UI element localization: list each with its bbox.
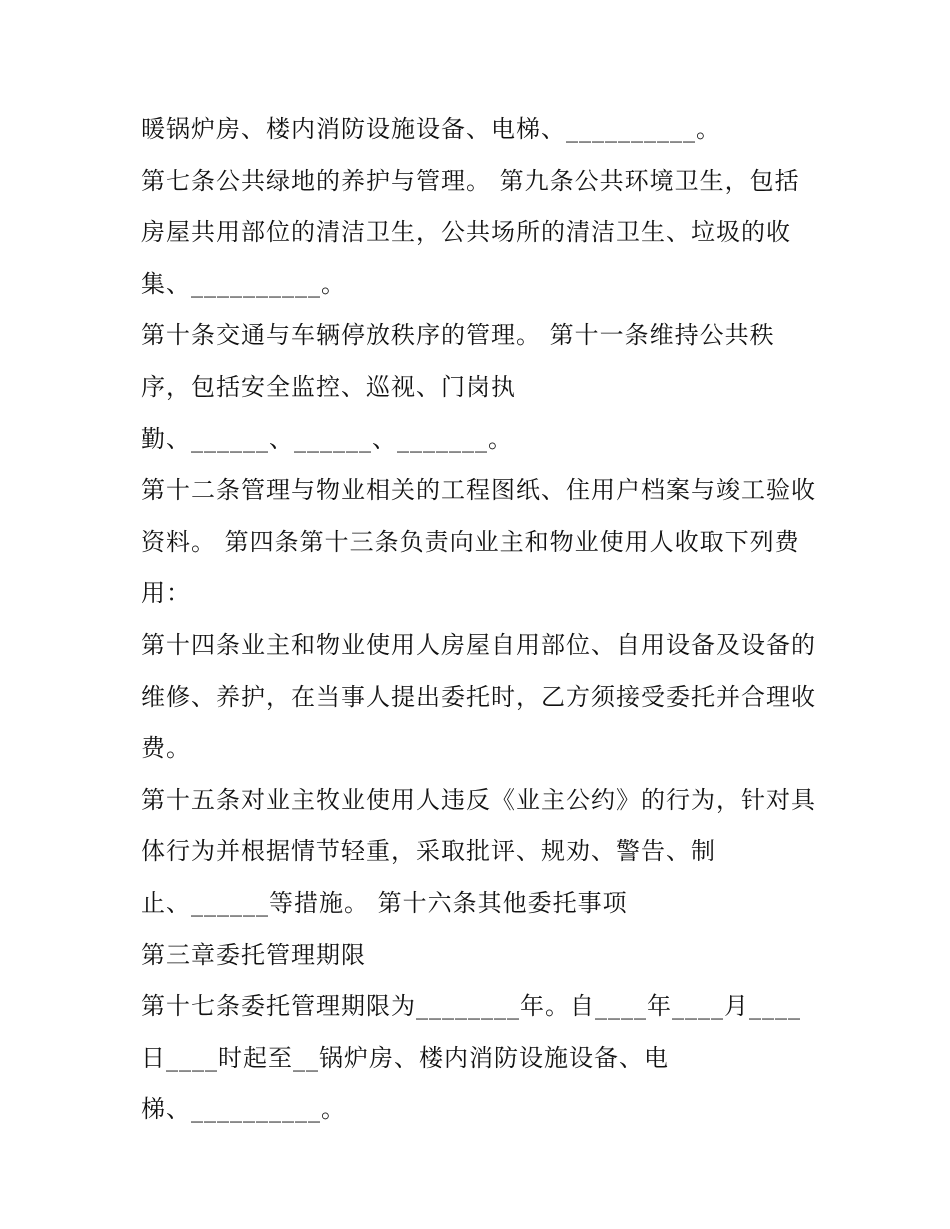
text-line: 止、______等措施。 第十六条其他委托事项 — [141, 888, 628, 917]
text-line: 勤、______、______、_______。 — [141, 424, 513, 453]
text-line: 体行为并根据情节轻重，采取批评、规劝、警告、制 — [141, 837, 716, 866]
chapter-heading: 第三章委托管理期限 — [141, 940, 366, 969]
text-line: 房屋共用部位的清洁卫生，公共场所的清洁卫生、垃圾的收 — [141, 218, 791, 247]
text-line: 维修、养护，在当事人提出委托时，乙方须接受委托并合理收 — [141, 682, 816, 711]
text-line: 第十五条对业主牧业使用人违反《业主公约》的行为，针对具 — [141, 785, 816, 814]
text-line: 第十二条管理与物业相关的工程图纸、住用户档案与竣工验收 — [141, 476, 816, 505]
text-line: 费。 — [141, 734, 191, 763]
text-line: 第十七条委托管理期限为________年。自____年____月____ — [141, 992, 801, 1021]
text-line: 暖锅炉房、楼内消防设施设备、电梯、__________。 — [141, 115, 721, 143]
text-line: 第七条公共绿地的养护与管理。 第九条公共环境卫生，包括 — [141, 166, 800, 195]
text-line: 序，包括安全监控、巡视、门岗执 — [141, 372, 516, 401]
text-line: 第十条交通与车辆停放秩序的管理。 第十一条维持公共秩 — [141, 321, 775, 350]
text-line: 集、__________。 — [141, 269, 346, 298]
text-line: 日____时起至__锅炉房、楼内消防设施设备、电 — [141, 1043, 669, 1072]
text-line: 梯、__________。 — [141, 1095, 346, 1124]
text-line: 资料。 第四条第十三条负责向业主和物业使用人收取下列费 — [141, 527, 800, 556]
document-body — [141, 104, 831, 1136]
text-line: 用： — [141, 579, 191, 608]
text-line: 第十四条业主和物业使用人房屋自用部位、自用设备及设备的 — [141, 630, 816, 659]
